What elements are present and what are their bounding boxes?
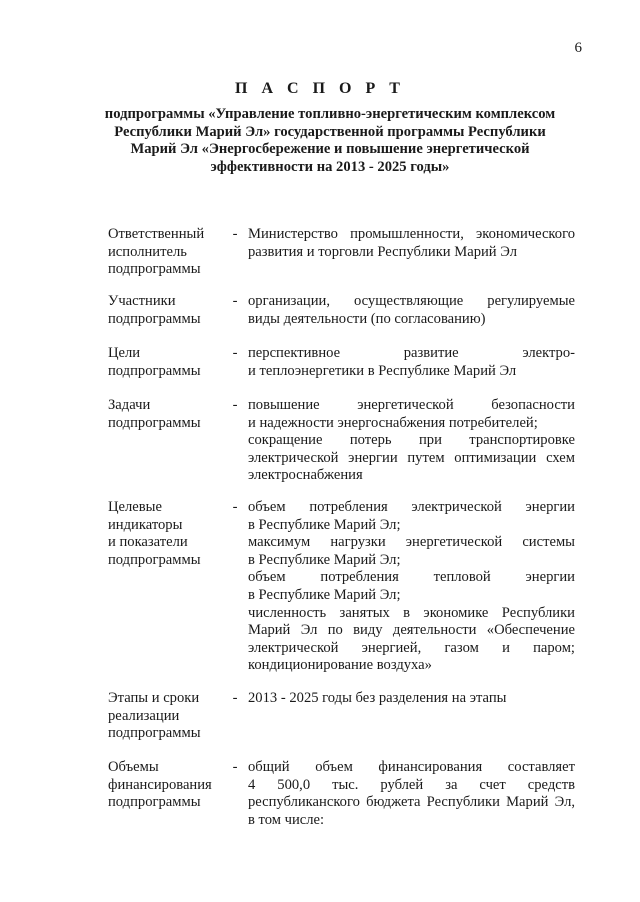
row-dash: -: [232, 690, 238, 706]
content-line: численность занятых в экономике Республики: [248, 604, 575, 621]
content-line: перспективное развитие электро-: [248, 345, 575, 361]
row-content: [248, 397, 575, 485]
content-line: 2013 - 2025 годы без разделения на этапы: [248, 690, 507, 706]
content-line: виды деятельности (по согласованию): [248, 310, 486, 327]
row-dash: -: [232, 759, 238, 775]
label-line: подпрограммы: [108, 414, 201, 431]
row-label: [108, 499, 226, 569]
row-content: [248, 293, 575, 328]
label-line: Задачи: [108, 397, 151, 413]
label-line: подпрограммы: [108, 310, 201, 327]
content-line: в Республике Марий Эл;: [248, 586, 401, 603]
content-line: и надежности энергоснабжения потребителей;: [248, 414, 538, 431]
label-line: индикаторы: [108, 516, 183, 533]
content-line: сокращение потерь при транспортировке: [248, 432, 575, 449]
row-label: [108, 690, 226, 743]
row-content: [248, 759, 575, 829]
label-line: Этапы и сроки: [108, 690, 200, 706]
row-content: [248, 345, 575, 380]
content-line: в Республике Марий Эл;: [248, 551, 401, 568]
label-line: Цели: [108, 345, 141, 361]
row-label: [108, 226, 226, 279]
subtitle-line: Марий Эл «Энергосбережение и повышение энергетической: [130, 141, 530, 157]
content-line: повышение энергетической безопасности: [248, 397, 575, 413]
content-line: кондиционирование воздуха»: [248, 657, 432, 674]
content-line: развития и торговли Республики Марий Эл: [248, 243, 517, 260]
subtitle-line: Республики Марий Эл» государственной программы Республики: [114, 123, 546, 140]
document-subtitle: [95, 106, 565, 176]
row-label: [108, 345, 226, 380]
content-line: организации, осуществляющие регулируемые: [248, 293, 575, 309]
subtitle-line: подпрограммы «Управление топливно-энергетическим комплексом: [104, 106, 556, 122]
subtitle-line: эффективности на 2013 - 2025 годы»: [210, 158, 450, 175]
label-line: подпрограммы: [108, 362, 201, 379]
label-line: исполнитель: [108, 243, 187, 260]
label-line: Объемы: [108, 759, 159, 775]
row-dash: -: [232, 397, 238, 413]
row-dash: -: [232, 345, 238, 361]
content-line: общий объем финансирования составляет: [248, 759, 575, 775]
row-content: [248, 499, 575, 675]
label-line: подпрограммы: [108, 261, 201, 278]
row-content: [248, 690, 575, 708]
label-line: Целевые: [108, 499, 162, 515]
row-dash: -: [232, 226, 238, 242]
content-line: максимум нагрузки энергетической системы: [248, 534, 575, 551]
content-line: республиканского бюджета Республики Марий Эл,: [248, 794, 575, 811]
label-line: подпрограммы: [108, 725, 201, 742]
content-line: 4 500,0 тыс. рублей за счет средств: [248, 776, 575, 793]
label-line: и показатели: [108, 534, 188, 551]
content-line: Марий Эл по виду деятельности «Обеспечение: [248, 622, 575, 639]
page-number: 6: [574, 40, 582, 56]
label-line: Участники: [108, 293, 176, 309]
row-label: [108, 293, 226, 328]
content-line: в том числе:: [248, 811, 325, 828]
label-line: реализации: [108, 707, 180, 724]
content-line: и теплоэнергетики в Республике Марий Эл: [248, 362, 517, 379]
row-dash: -: [232, 499, 238, 515]
row-dash: -: [232, 293, 238, 309]
row-content: [248, 226, 575, 261]
content-line: электроснабжения: [248, 467, 363, 484]
content-line: Министерство промышленности, экономического: [248, 226, 575, 242]
label-line: подпрограммы: [108, 551, 201, 568]
row-label: [108, 759, 226, 812]
label-line: финансирования: [108, 776, 212, 793]
document-heading: П А С П О Р Т: [235, 80, 405, 97]
label-line: подпрограммы: [108, 794, 201, 811]
content-line: в Республике Марий Эл;: [248, 516, 401, 533]
row-label: [108, 397, 226, 432]
label-line: Ответственный: [108, 226, 205, 242]
content-line: объем потребления электрической энергии: [248, 499, 575, 515]
content-line: объем потребления тепловой энергии: [248, 569, 575, 586]
content-line: электрической энергии путем оптимизации схем: [248, 449, 575, 466]
content-line: электрической энергией, газом и паром;: [248, 639, 575, 656]
